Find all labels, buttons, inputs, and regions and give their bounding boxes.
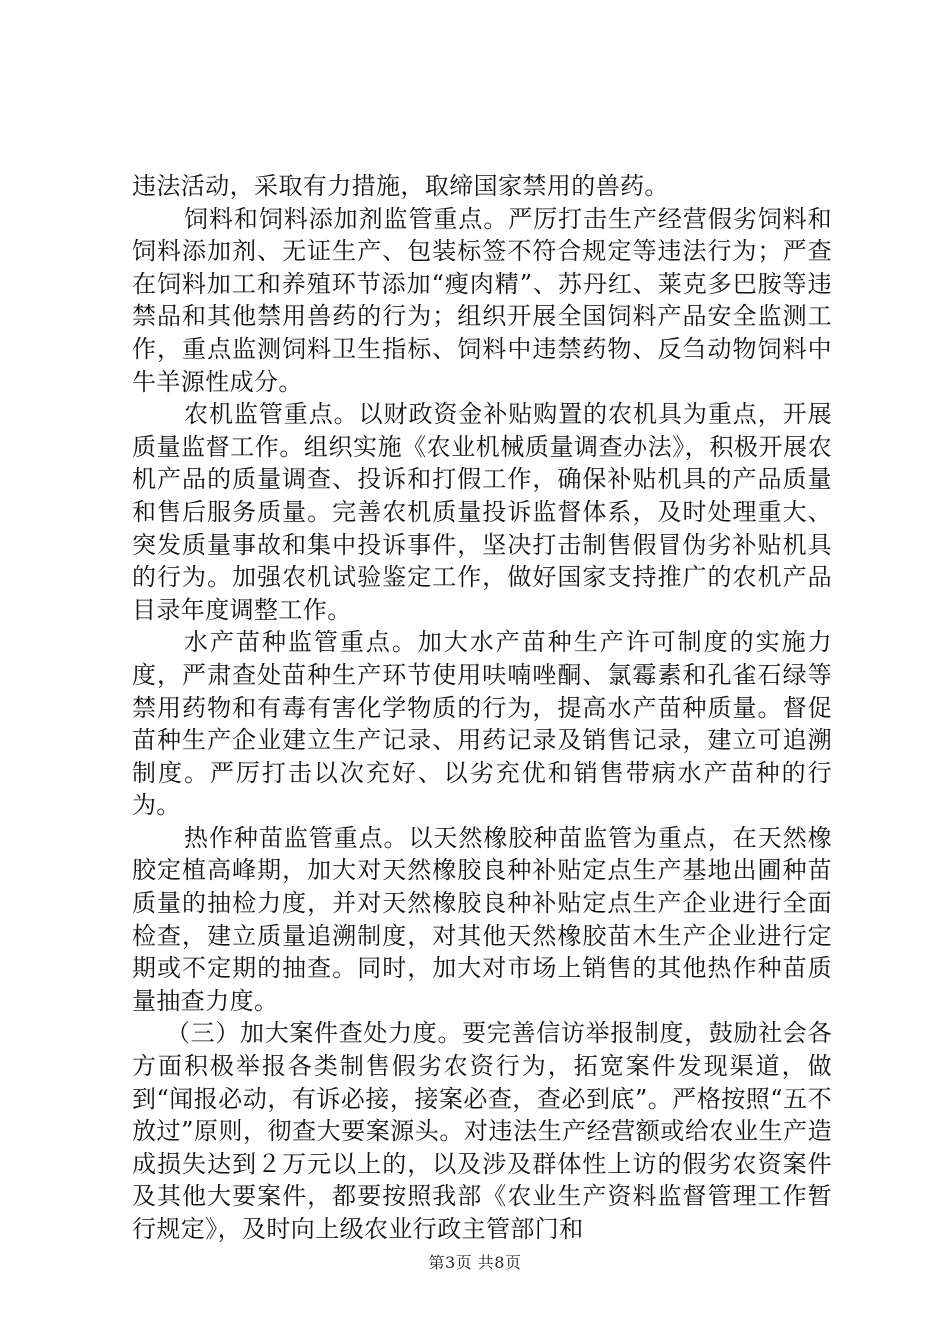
paragraph-feed-supervision: 饲料和饲料添加剂监管重点。严厉打击生产经营假劣饲料和饲料添加剂、无证生产、包装标签不符合规定等违法行为；严查在饲料加工和养殖环节添加“瘦肉精”、苏丹红、莱克多巴胺等违禁品和其他禁用兽药的行为；组织开展全国饲料产品安全监测工作，重点监测饲料卫生指标、饲料中违禁药物、反刍动物饲料中牛羊源性成分。 [132, 204, 832, 396]
paragraph-agri-machinery: 农机监管重点。以财政资金补贴购置的农机具为重点，开展质量监督工作。组织实施《农业机械质量调查办法》，积极开展农机产品的质量调查、投诉和打假工作，确保补贴机具的产品质量和售后服务质量。完善农机质量投诉监督体系，及时处理重大、突发质量事故和集中投诉事件，坚决打击制售假冒伪劣补贴机具的行为。加强农机试验鉴定工作，做好国家支持推广的农机产品目录年度调整工作。 [132, 400, 832, 624]
paragraph-aquatic-seedlings: 水产苗种监管重点。加大水产苗种生产许可制度的实施力度，严肃查处苗种生产环节使用呋喃唑酮、氯霉素和孔雀石绿等禁用药物和有毒有害化学物质的行为，提高水产苗种质量。督促苗种生产企业建立生产记录、用药记录及销售记录，建立可追溯制度。严厉打击以次充好、以劣充优和销售带病水产苗种的行为。 [132, 628, 832, 820]
paragraph-tropical-seedlings: 热作种苗监管重点。以天然橡胶种苗监管为重点，在天然橡胶定植高峰期，加大对天然橡胶良种补贴定点生产基地出圃种苗质量的抽检力度，并对天然橡胶良种补贴定点生产企业进行全面检查，建立质量追溯制度，对其他天然橡胶苗木生产企业进行定期或不定期的抽查。同时，加大对市场上销售的其他热作种苗质量抽查力度。 [132, 823, 832, 1015]
paragraph-case-investigation: （三）加大案件查处力度。要完善信访举报制度，鼓励社会各方面积极举报各类制售假劣农资行为，拓宽案件发现渠道，做到“闻报必动，有诉必接，接案必查，查必到底”。严格按照“五不放过”原则，彻查大要案源头。对违法生产经营额或给农业生产造成损失达到２万元以上的，以及涉及群体性上访的假劣农资案件及其他大要案件，都要按照我部《农业生产资料监督管理工作暂行规定》，及时向上级农业行政主管部门和 [132, 1019, 832, 1243]
page-footer: 第3页 共8页 [428, 1253, 522, 1272]
paragraph-continuation: 违法活动，采取有力措施，取缔国家禁用的兽药。 [132, 172, 669, 200]
document-body [132, 170, 832, 1246]
